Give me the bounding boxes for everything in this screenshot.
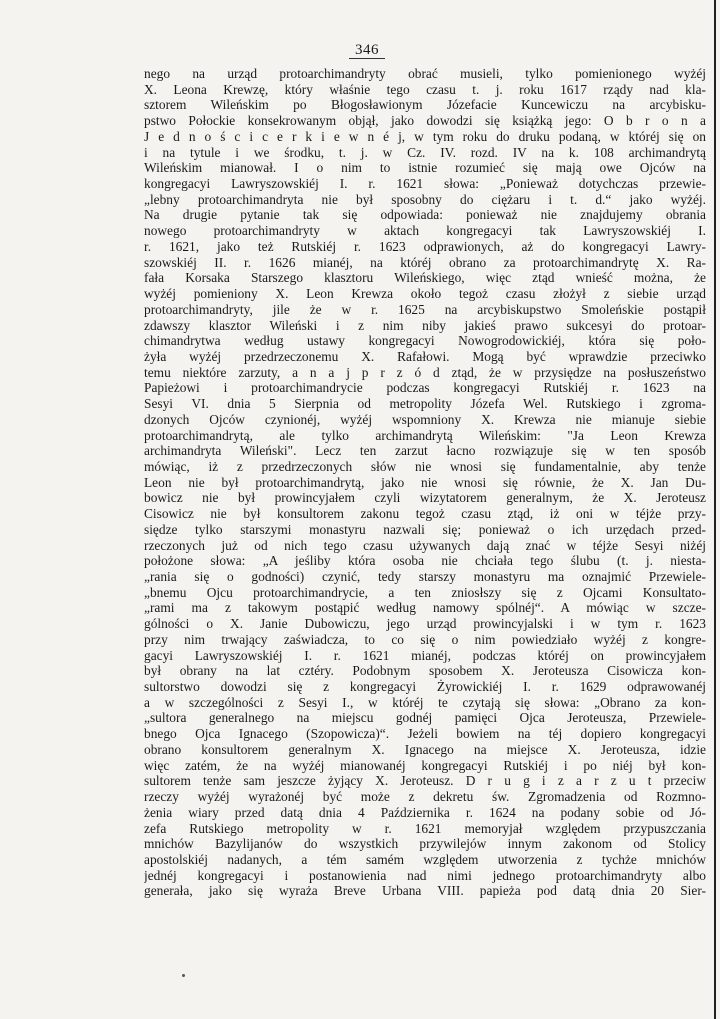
text-line: X. Leona Krewzę, który właśnie tego czasu t. j. roku 1617 rządy nad kla- [144,81,706,97]
text-line: szowskiéj II. r. 1626 mianéj, na któréj obrano za protoarchimandrytę X. Ra- [144,254,706,270]
text-line: rzeczy wyżéj wyrażonéj być może z dekretu św. Zgromadzenia od Rozmno- [144,789,706,805]
speck [182,974,185,977]
text-line: sultorem tenże sam jeszcze żyjący X. Jeroteusz. D r u g i z a r z u t przeciw [144,773,706,789]
text-line: protoarchimandryty, jile że w r. 1625 na arcybiskupstwo Smoleńskie postąpił [144,301,706,317]
text-line: jednéj kongregacyi i postanowienia nad nimi jednego protoarchimandryty albo [144,867,706,883]
text-line: fała Korsaka Starszego klasztoru Wileńskiego, więc ztąd wnieść można, że [144,270,706,286]
page-edge-rule [714,0,716,1019]
text-line: Wileńskim mianował. I o nim to istnie rozumieć się mają owe Ojców na [144,160,706,176]
text-line: i na tytule i we środku, t. j. w Cz. IV. rozd. IV na k. 108 archimandrytą [144,144,706,160]
text-line: mnichów Bazylijanów do wszystkich przywilejów innym zakonom od Stolicy [144,836,706,852]
page-number [0,42,720,59]
text-line: żyła wyżéj przedrzeczonemu X. Rafałowi. Mogą być wprawdzie przeciwko [144,348,706,364]
text-line: pstwo Połockie konsekrowanym objął, jako dowodzi się książką jego: O b r o n a [144,113,706,129]
text-line: siędze tylko starszymi monastyru nazwali się; ponieważ o ich urzędach przed- [144,521,706,537]
text-line: Na drugie pytanie tak się odpowiada: ponieważ nie znajdujemy obrania [144,207,706,223]
text-line: apostolskiéj nadanych, a tém samém względem utworzenia z tychże mnichów [144,851,706,867]
text-line: zefa Rutskiego metropolity w r. 1621 memoryjał względem przypuszczania [144,820,706,836]
text-line: „lebny protoarchimandryta nie był sposobny do ciężaru i t. d.“ jako wyżéj. [144,191,706,207]
text-line: „rami ma z takowym postąpić według namowy spólnéj“. A mówiąc w szcze- [144,600,706,616]
text-line: zdawszy klasztor Wileński i z nim niby jakieś prawo sukcesyi do protoar- [144,317,706,333]
text-line: sultorstwo dowodzi się z kongregacyi Żyrowickiéj I. r. 1629 odprawowanéj [144,679,706,695]
text-line: Leon nie był protoarchimandrytą, jako nie wnosi się równie, że X. Jan Du- [144,474,706,490]
text-line: żenia wiary przed datą dnia 4 Października r. 1624 na podany sobie od Jó- [144,804,706,820]
text-line: „rania się o godności) czynić, tedy starszy monastyru ma oznajmić Przewiele- [144,569,706,584]
text-line: dzonych Ojców czynionéj, wyżéj wspomniony X. Krewza nie mianuje siebie [144,411,706,427]
text-line: temu niektóre zarzuty, a n a j p r z ó d ztąd, że w przysiędze na posłuszeństwo [144,364,706,380]
text-line: wyżéj pomieniony X. Leon Krewza około tegoż czasu złożył z siebie urząd [144,286,706,302]
text-line: nowego protoarchimandryty w aktach kongregacyi tak Lawryszowskiéj I. [144,223,706,239]
text-line: kongregacyi Lawryszowskiéj I. r. 1621 słowa: „Ponieważ dotychczas przewie- [144,176,706,192]
text-line: „bnemu Ojcu protoarchimandrycie, a ten zniosłszy się z Ojcami Konsultato- [144,584,706,600]
text-line: protoarchimandrytą, ale tylko archimandrytą Wileńskim: "Ja Leon Krewza [144,427,706,443]
text-line: położone słowa: „A jeśliby która osoba nie chciała tego ślubu (t. j. niesta- [144,553,706,569]
body-text [144,66,706,899]
text-line: Sesyi VI. dnia 5 Sierpnia od metropolity Józefa Wel. Rutskiego i zgroma- [144,396,706,412]
text-line: archimandryta Wileński". Lecz ten zarzut łacno rozwiązuje się w ten sposób [144,443,706,459]
text-line: przy nim trwający zaświadcza, to co się o nim powiedziało wyżéj z kongre- [144,631,706,647]
text-line: rzeczonych już od nich tego czasu używanych dają znać w téjże Sesyi niżéj [144,537,706,553]
text-line: J e d n o ś c i c e r k i e w n é j, w tym roku do druku podaną, w któréj się on [144,128,706,144]
text-line: był obrany na lat cztéry. Podobnym sposobem X. Jeroteusza Cisowicza kon- [144,663,706,679]
text-line: gólności o X. Janie Dubowiczu, jego urząd prowincyjalski i w tym r. 1623 [144,616,706,632]
text-line: mówiąc, iż z przedrzeczonych słów nie wnosi się fundamentalnie, aby tenże [144,458,706,474]
text-line: Cisowicz nie był konsultorem zakonu tegoż czasu ztąd, iż oni w téjże przy- [144,506,706,522]
text-line: chimandrytwa według ustawy kongregacyi Nowogrodowickiéj, która się poło- [144,333,706,349]
text-line: „sultora generalnego na miejscu godnéj pamięci Ojca Jeroteusza, Przewiele- [144,710,706,726]
text-line: bowicz nie był prowincyjałem czyli wizytatorem generalnym, że X. Jeroteusz [144,490,706,506]
text-line: nego na urząd protoarchimandryty obrać musieli, tylko pomienionego wyżéj [144,66,706,81]
text-line: bnego Ojca Ignacego (Szopowicza)“. Jeżeli bowiem na téj dopiero kongregacyi [144,726,706,742]
text-line: Papieżowi i protoarchimandrycie podczas kongregacyi Rutskiéj r. 1623 na [144,380,706,396]
page-number-text: 346 [349,42,385,59]
text-line: gacyi Lawryszowskiéj I. r. 1621 mianéj, podczas któréj on prowincyjałem [144,647,706,663]
text-line: więc zatém, że na wyżéj mianowanéj kongregacyi Rutskiéj i po niéj był kon- [144,757,706,773]
text-line: a w szczególności z Sesyi I., w któréj te czytają się słowa: „Obrano za kon- [144,694,706,710]
text-line: generała, jako się wyraża Breve Urbana VIII. papieża pod datą dnia 20 Sier- [144,883,706,899]
text-line: r. 1621, jako też Rutskiéj r. 1623 odprawionych, aż do kongregacyi Lawry- [144,238,706,254]
text-line: obrano konsultorem generalnym X. Ignacego na miejsce X. Jeroteusza, idzie [144,741,706,757]
text-line: sztorem Wileńskim po Błogosławionym Józefacie Kuncewiczu na arcybisku- [144,97,706,113]
